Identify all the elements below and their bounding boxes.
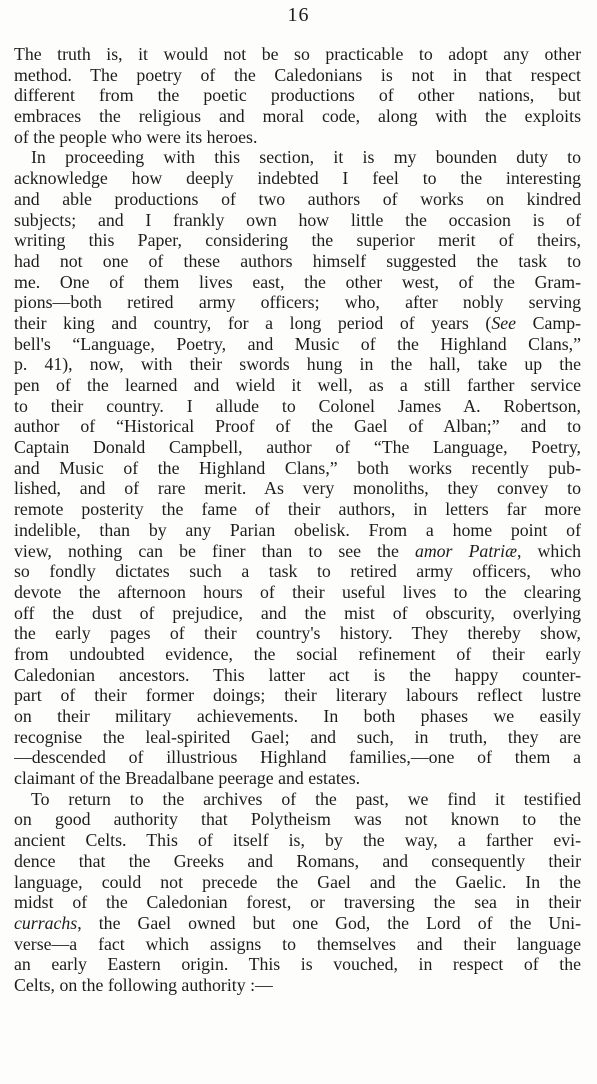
text-line xyxy=(14,892,581,913)
text-line xyxy=(14,685,581,706)
text-line xyxy=(14,975,581,996)
text-run: language, could not precede the Gael and the Gaelic. In the xyxy=(14,871,581,892)
text-line xyxy=(14,189,581,210)
text-line xyxy=(14,106,581,127)
text-line xyxy=(14,478,581,499)
text-line xyxy=(14,727,581,748)
text-line xyxy=(14,147,581,168)
italic-run: amor Patriæ xyxy=(414,540,517,561)
text-line xyxy=(14,127,581,148)
text-run: different from the poetic productions of other nations, but xyxy=(14,85,581,106)
text-line xyxy=(14,437,581,458)
text-run: pions—both retired army officers; who, after nobly serving xyxy=(14,292,581,313)
text-run: claimant of the Breadalbane peerage and estates. xyxy=(14,768,361,789)
text-run: In proceeding with this section, it is my bounden duty to xyxy=(31,147,581,168)
text-run: Captain Donald Campbell, author of “The Language, Poetry, xyxy=(14,437,581,458)
text-run: part of their former doings; their literary labours reflect lustre xyxy=(14,685,581,706)
text-line xyxy=(14,85,581,106)
text-line xyxy=(14,851,581,872)
text-line xyxy=(14,809,581,830)
text-line xyxy=(14,210,581,231)
text-run: method. The poetry of the Caledonians is not in that respect xyxy=(14,64,581,85)
text-run: lished, and of rare merit. As very monoliths, they convey to xyxy=(14,478,581,499)
text-run: and able productions of two authors of works on kindred xyxy=(14,188,581,209)
text-line xyxy=(14,934,581,955)
text-run: —descended of illustrious Highland families,—one of them a xyxy=(14,747,581,768)
text-line xyxy=(14,292,581,313)
text-line xyxy=(14,582,581,603)
text-run: on their military achievements. In both phases we easily xyxy=(14,706,581,726)
text-run: , which xyxy=(517,540,581,561)
text-line xyxy=(14,44,581,65)
text-line xyxy=(14,499,581,520)
text-run: midst of the Caledonian forest, or traversing the sea in their xyxy=(14,892,581,913)
text-run: ancient Celts. This of itself is, by the way, a farther evi- xyxy=(14,830,581,851)
text-run: dence that the Greeks and Romans, and consequently their xyxy=(14,850,581,871)
text-run: from undoubted evidence, the social refinement of their early xyxy=(14,643,581,664)
text-line xyxy=(14,561,581,582)
text-run: me. One of them lives east, the other west, of the Gram- xyxy=(14,271,581,292)
text-run: remote posterity the fame of their authors, in letters far more xyxy=(14,499,581,520)
text-run: bell's “Language, Poetry, and Music of the Highland Clans,” xyxy=(14,333,581,354)
text-run: acknowledge how deeply indebted I feel to the interesting xyxy=(14,168,581,189)
text-line xyxy=(14,354,581,375)
text-line xyxy=(14,768,581,789)
text-run: on good authority that Polytheism was not known to the xyxy=(14,809,581,830)
text-line xyxy=(14,747,581,768)
text-line xyxy=(14,520,581,541)
text-run: recognise the leal-spirited Gael; and such, in truth, they are xyxy=(14,726,581,747)
text-run: indelible, than by any Parian obelisk. From a home point of xyxy=(14,519,581,540)
text-run: p. 41), now, with their swords hung in the hall, take up the xyxy=(14,354,581,375)
text-run: and Music of the Highland Clans,” both works recently pub- xyxy=(14,457,581,478)
text-line xyxy=(14,665,581,686)
text-run: verse—a fact which assigns to themselves and their language xyxy=(14,933,581,954)
text-run: so fondly dictates such a task to retired army officers, who xyxy=(14,561,581,582)
text-line xyxy=(14,230,581,251)
text-run: writing this Paper, considering the superior merit of theirs, xyxy=(14,230,581,251)
text-line xyxy=(14,334,581,355)
text-run: pen of the learned and wield it well, as a still farther service xyxy=(14,375,581,395)
text-run: Celts, on the following authority :— xyxy=(14,974,273,995)
text-run: the early pages of their country's history. They thereby show, xyxy=(14,623,581,644)
text-run: To return to the archives of the past, we find it testified xyxy=(31,788,581,809)
text-run: of the people who were its heroes. xyxy=(14,126,258,147)
text-line xyxy=(14,830,581,851)
text-line xyxy=(14,65,581,86)
text-run: author of “Historical Proof of the Gael of Alban;” and to xyxy=(14,416,581,437)
text-run: off the dust of prejudice, and the mist of obscurity, overlying xyxy=(14,602,581,623)
text-run: The truth is, it would not be so practicable to adopt any other xyxy=(14,44,581,64)
italic-run: See xyxy=(491,312,517,333)
text-line xyxy=(14,706,581,727)
text-run: Camp- xyxy=(516,312,581,333)
text-line xyxy=(14,396,581,417)
text-run: had not one of these authors himself suggested the task to xyxy=(14,250,581,271)
text-line xyxy=(14,251,581,272)
text-line xyxy=(14,416,581,437)
text-line xyxy=(14,541,581,562)
text-line xyxy=(14,913,581,934)
text-line xyxy=(14,789,581,810)
text-run: , the Gael owned but one God, the Lord of the Uni- xyxy=(77,912,581,933)
body-text xyxy=(14,44,581,996)
text-line xyxy=(14,313,581,334)
text-line xyxy=(14,458,581,479)
text-line xyxy=(14,272,581,293)
text-run: embraces the religious and moral code, along with the exploits xyxy=(14,106,581,127)
text-run: view, nothing can be finer than to see the xyxy=(14,540,415,561)
text-line xyxy=(14,644,581,665)
text-run: subjects; and I frankly own how little the occasion is of xyxy=(14,209,581,230)
text-line xyxy=(14,623,581,644)
text-line xyxy=(14,954,581,975)
text-line xyxy=(14,872,581,893)
text-run: an early Eastern origin. This is vouched, in respect of the xyxy=(14,954,581,975)
text-run: to their country. I allude to Colonel James A. Robertson, xyxy=(14,395,581,416)
text-run: Caledonian ancestors. This latter act is the happy counter- xyxy=(14,664,581,685)
italic-run: currachs xyxy=(14,912,78,933)
text-run: devote the afternoon hours of their useful lives to the clearing xyxy=(14,581,581,602)
text-line xyxy=(14,375,581,396)
text-line xyxy=(14,168,581,189)
text-run: their king and country, for a long period of years ( xyxy=(14,312,492,333)
page-number: 16 xyxy=(287,4,310,26)
text-line xyxy=(14,603,581,624)
